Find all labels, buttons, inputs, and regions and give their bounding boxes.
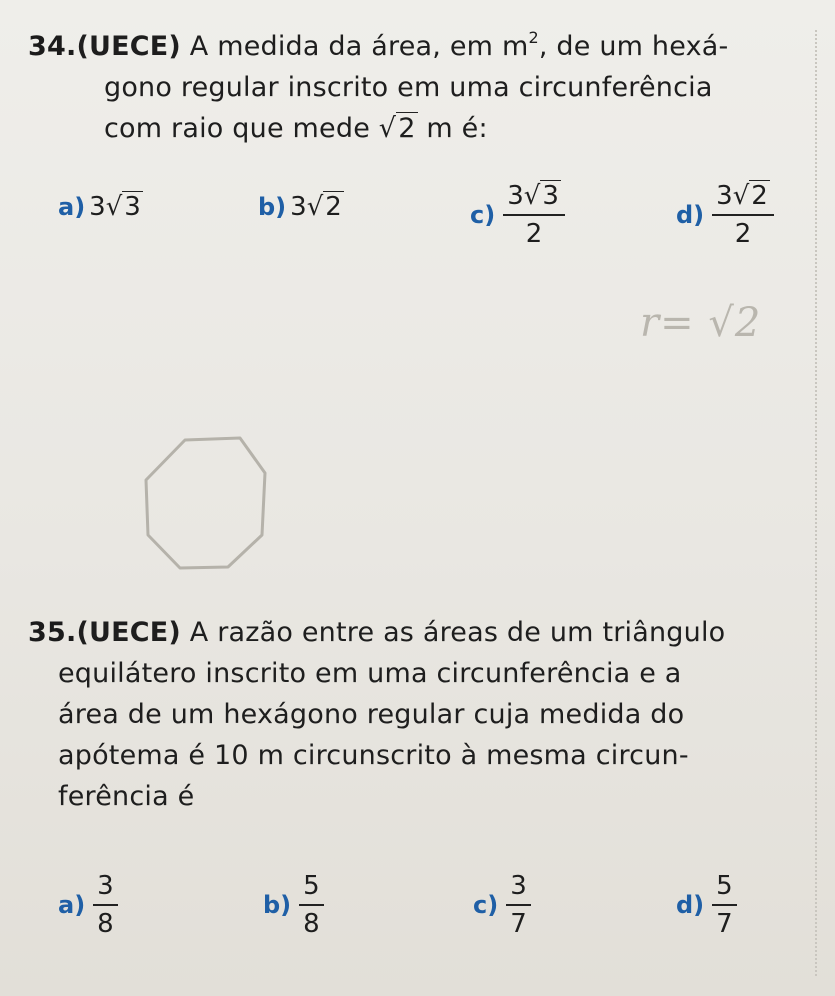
fraction	[712, 180, 774, 250]
question-35-text	[28, 612, 808, 817]
handwritten-note: r= √2	[640, 300, 762, 346]
fraction	[299, 870, 324, 940]
denominator: 2	[525, 219, 543, 249]
option-label: c)	[470, 201, 496, 229]
option-c[interactable]	[473, 870, 531, 940]
square-root: √2	[378, 113, 416, 144]
fraction	[506, 870, 531, 940]
numerator: 3	[506, 870, 531, 906]
margin-dotted-line	[815, 30, 817, 976]
radicand: 2	[398, 113, 416, 144]
numerator: 5	[712, 870, 737, 906]
question-text-segment: , de um hexá-	[538, 31, 729, 62]
question-35-line-2: equilátero inscrito em uma circunferência e a	[58, 658, 682, 689]
exponent: 2	[528, 28, 539, 47]
square-root: √3	[105, 192, 141, 222]
option-label: a)	[58, 193, 86, 221]
option-label: b)	[258, 193, 287, 221]
question-34	[28, 26, 808, 149]
radicand: 2	[325, 192, 342, 222]
option-b[interactable]	[263, 870, 324, 940]
numerator: 3√3	[503, 180, 565, 216]
option-label: a)	[58, 891, 86, 919]
numerator: 5	[299, 870, 324, 906]
option-d[interactable]	[676, 180, 774, 250]
question-text-segment: A razão entre as áreas de um triângulo	[180, 617, 726, 648]
option-label: b)	[263, 891, 292, 919]
numerator: 3√2	[712, 180, 774, 216]
question-34-text	[28, 26, 808, 149]
option-coefficient: 3	[290, 192, 307, 222]
question-35-line-5: ferência é	[58, 781, 195, 812]
option-label: c)	[473, 891, 499, 919]
question-text-segment: A medida da área, em m	[180, 31, 529, 62]
question-text-segment: com raio que mede	[104, 113, 379, 144]
question-35-line-3: área de um hexágono regular cuja medida do	[58, 699, 685, 730]
radicand: 3	[124, 192, 141, 222]
denominator: 2	[734, 219, 752, 249]
question-34-line-3	[28, 108, 808, 149]
fraction	[712, 870, 737, 940]
option-a[interactable]	[58, 192, 143, 222]
option-label: d)	[676, 891, 705, 919]
option-d[interactable]	[676, 870, 737, 940]
question-35-line-4: apótema é 10 m circunscrito à mesma circun-	[58, 740, 689, 771]
question-text-segment: m é:	[417, 113, 488, 144]
question-number: 34.	[28, 31, 77, 62]
option-c[interactable]	[470, 180, 565, 250]
octagon-sketch-icon	[140, 435, 270, 575]
denominator: 7	[510, 909, 527, 939]
question-35	[28, 612, 808, 817]
question-number: 35.	[28, 617, 77, 648]
option-a[interactable]	[58, 870, 118, 940]
question-34-line-2: gono regular inscrito em uma circunferência	[104, 72, 713, 103]
question-34-line-1	[28, 26, 808, 67]
fraction	[93, 870, 118, 940]
question-source: (UECE)	[76, 617, 181, 648]
denominator: 8	[97, 909, 114, 939]
denominator: 8	[303, 909, 320, 939]
option-coefficient: 3	[89, 192, 106, 222]
denominator: 7	[716, 909, 733, 939]
question-source: (UECE)	[76, 31, 181, 62]
question-35-line-1	[28, 612, 808, 653]
fraction	[503, 180, 565, 250]
question-35-options	[58, 870, 835, 960]
question-34-options	[58, 180, 835, 270]
numerator: 3	[93, 870, 118, 906]
square-root: √2	[306, 192, 342, 222]
option-b[interactable]	[258, 192, 344, 222]
option-label: d)	[676, 201, 705, 229]
